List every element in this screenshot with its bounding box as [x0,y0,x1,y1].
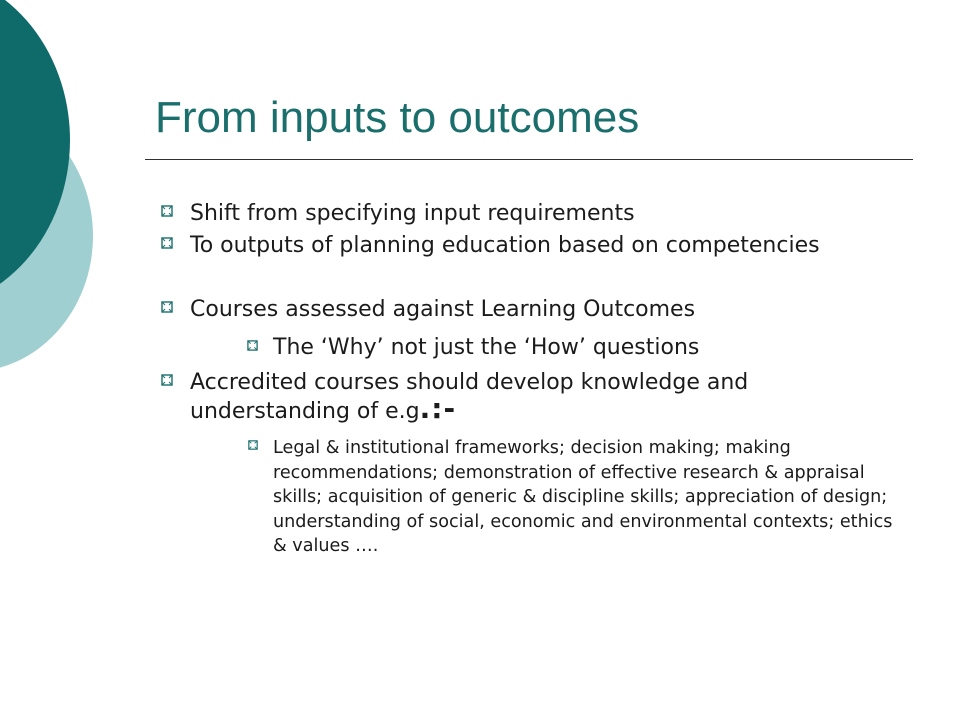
bullet-item-shift [190,199,890,228]
bullet-text-tail: .:- [419,392,457,425]
hollow-square-bullet-icon [248,440,258,450]
bullet-item-accredited [190,368,890,426]
bullet-text: Shift from specifying input requirements [190,201,635,226]
bullet-text [190,368,890,426]
hollow-square-bullet-icon [161,205,173,217]
title-divider [145,159,913,160]
slide-title: From inputs to outcomes [155,93,640,142]
bullet-text: To outputs of planning education based on competencies [190,233,820,258]
bullet-text: The ‘Why’ not just the ‘How’ questions [273,335,700,360]
hollow-square-bullet-icon [161,301,173,313]
hollow-square-bullet-icon [161,374,173,386]
bullet-text-main: Accredited courses should develop knowledge and understanding of e.g [190,370,749,424]
sub-bullet-item-examples [273,436,893,559]
hollow-square-bullet-icon [247,340,258,351]
bullet-text: Courses assessed against Learning Outcomes [190,297,696,322]
bullet-text: Legal & institutional frameworks; decision making; making recommendations; demonstration of effective research & appraisal skills; acquisition of generic & discipline skills; appreciation of design; understanding of social, economic and environmental contexts; ethics & values …. [273,438,893,556]
sub-bullet-item-why [273,333,873,362]
bullet-item-courses [190,295,890,324]
bullet-item-outputs [190,231,890,260]
hollow-square-bullet-icon [161,237,173,249]
